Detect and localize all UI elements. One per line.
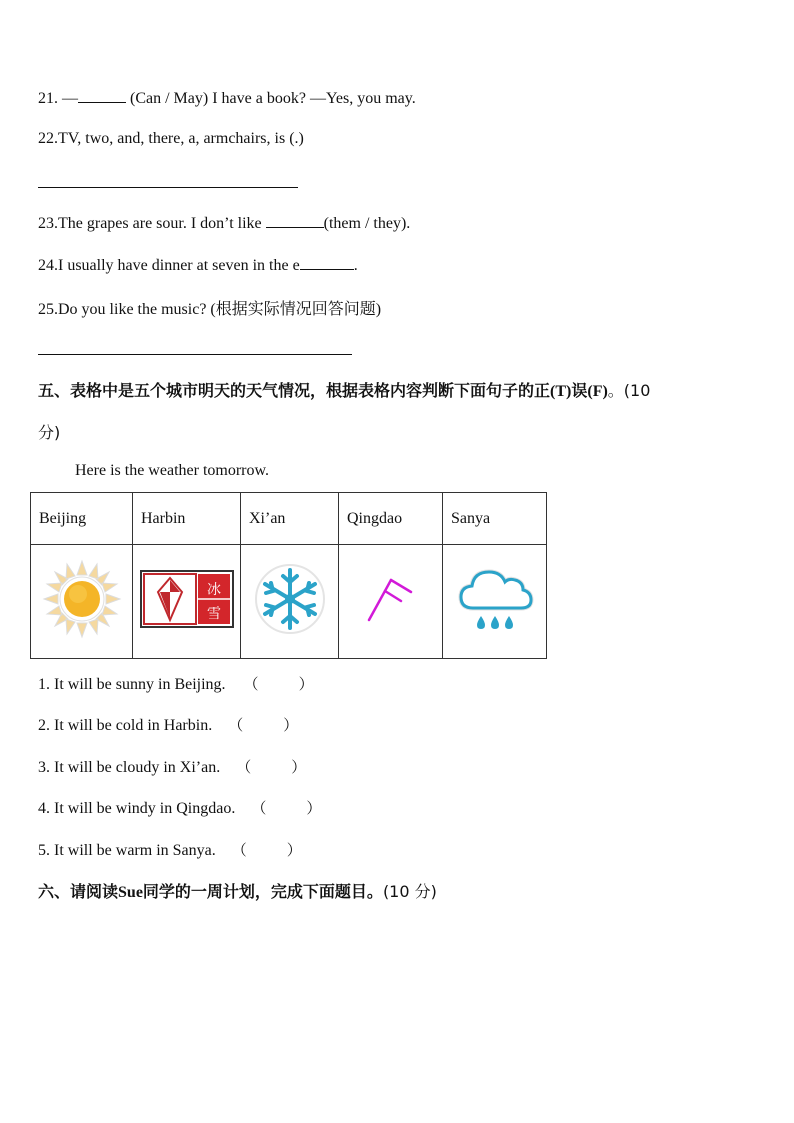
city-sanya: Sanya (443, 493, 547, 545)
statement-4: 4. It will be windy in Qingdao. （ ） (38, 799, 322, 817)
harbin-badge-text-1: 冰 (206, 582, 221, 598)
question-25: 25.Do you like the music? (根据实际情况回答问题) (38, 301, 382, 318)
weather-cell-xian (241, 545, 339, 659)
city-qingdao: Qingdao (339, 493, 443, 545)
section-6-heading: 六、请阅读Sue同学的一周计划，完成下面题目。(10 分) (38, 882, 437, 901)
statement-2: 2. It will be cold in Harbin. （ ） (38, 716, 299, 734)
weather-cell-beijing (31, 545, 133, 659)
snowflake-icon (253, 562, 327, 636)
statement-3: 3. It will be cloudy in Xi’an. （ ） (38, 758, 307, 776)
answer-line[interactable] (38, 354, 352, 355)
answer-blank[interactable] (266, 213, 324, 228)
statement-5: 5. It will be warm in Sanya. （ ） (38, 841, 302, 859)
answer-paren[interactable]: （ ） (251, 799, 322, 817)
answer-paren[interactable]: （ ） (231, 841, 302, 859)
statement-1: 1. It will be sunny in Beijing. （ ） (38, 675, 314, 693)
answer-blank[interactable] (78, 88, 126, 103)
answer-blank[interactable] (300, 255, 354, 270)
answer-paren[interactable]: （ ） (228, 716, 299, 734)
weather-table (30, 492, 547, 659)
ice-snow-warning-icon (140, 570, 234, 628)
answer-line[interactable] (38, 187, 298, 188)
sun-icon (42, 559, 122, 639)
weather-intro: Here is the weather tomorrow. (75, 462, 269, 479)
answer-paren[interactable]: （ ） (243, 675, 314, 693)
weather-cell-qingdao (339, 545, 443, 659)
weather-cell-sanya (443, 545, 547, 659)
answer-paren[interactable]: （ ） (236, 758, 307, 776)
section-5-heading-cont: 分) (38, 423, 61, 442)
question-21: 21. — (Can / May) I have a book? —Yes, you may. (38, 90, 416, 107)
city-xian: Xi’an (241, 493, 339, 545)
harbin-badge-text-2: 雪 (206, 606, 221, 622)
section-5-heading: 五、表格中是五个城市明天的天气情况，根据表格内容判断下面句子的正(T)误(F)。(10 (38, 381, 651, 400)
weather-cell-harbin (133, 545, 241, 659)
question-24: 24.I usually have dinner at seven in the e . (38, 257, 358, 274)
question-23: 23.The grapes are sour. I don’t like (them / they). (38, 215, 411, 232)
city-beijing: Beijing (31, 493, 133, 545)
rain-cloud-icon (455, 564, 535, 634)
city-harbin: Harbin (133, 493, 241, 545)
question-22: 22.TV, two, and, there, a, armchairs, is (.) (38, 130, 304, 147)
wind-icon (361, 574, 421, 624)
